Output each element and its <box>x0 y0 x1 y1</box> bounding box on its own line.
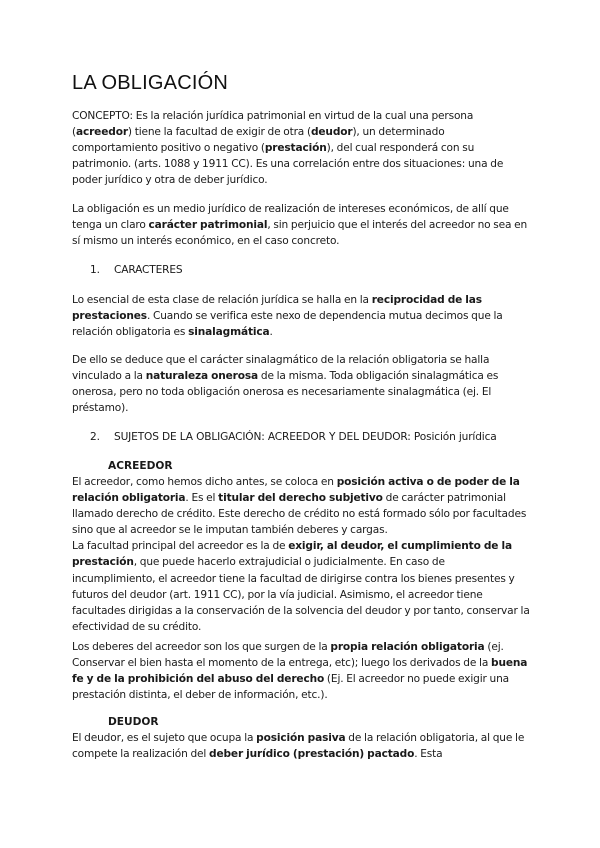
caracteres-paragraph-1: Lo esencial de esta clase de relación jurídica se halla en la reciprocidad de las prestaciones. Cuando se verifica este nexo de dependencia mutua decimos que la relación obligatoria es sinalagmática. <box>72 294 503 339</box>
deudor-heading: DEUDOR <box>108 716 159 728</box>
section-heading-caracteres: 1. CARACTERES <box>90 264 183 276</box>
page-title: LA OBLIGACIÓN <box>72 72 228 94</box>
section-heading-sujetos: 2. SUJETOS DE LA OBLIGACIÓN: ACREEDOR Y DEL DEUDOR: Posición jurídica <box>90 431 497 443</box>
caracteres-paragraph-2: De ello se deduce que el carácter sinalagmático de la relación obligatoria se halla vinculado a la naturaleza onerosa de la misma. Toda obligación sinalagmática es onerosa, pero no toda obligación onerosa es necesariamente sinalagmática (ej. El préstamo). <box>72 354 499 415</box>
deberes-paragraph: Los deberes del acreedor son los que surgen de la propia relación obligatoria (ej. Conservar el bien hasta el momento de la entrega, etc); luego los derivados de la buena fe y de la prohibición del abuso del derecho (Ej. El acreedor no puede exigir una prestación distinta, el deber de información, etc.). <box>72 641 528 702</box>
concepto-paragraph: CONCEPTO: Es la relación jurídica patrimonial en virtud de la cual una persona (acreedor) tiene la facultad de exigir de otra (deudor), un determinado comportamiento positivo o negativo (prestación), del cual responderá con su patrimonio. (arts. 1088 y 1911 CC). Es una correlación entre dos situaciones: una de poder jurídico y otra de deber jurídico. <box>72 110 504 187</box>
acreedor-paragraph: El acreedor, como hemos dicho antes, se coloca en posición activa o de poder de la relación obligatoria. Es el titular del derecho subjetivo de carácter patrimonial llamado derecho de crédito. Este derecho de crédito no está formado sólo por facultades sino que al acreedor se le imputan también deberes y cargas. La facultad principal del acreedor es la de exigir, al deudor, el cumplimiento de la prestación, que puede hacerlo extrajudicial o judicialmente. En caso de incumplimiento, el acreedor tiene la facultad de dirigirse contra los bienes presentes y futuros del deudor (art. 1911 CC), por la vía judicial. Asimismo, el acreedor tiene facultades dirigidas a la conservación de la solvencia del deudor y por tanto, conservar la efectividad de su crédito. <box>72 476 530 633</box>
medio-paragraph: La obligación es un medio jurídico de realización de intereses económicos, de allí que tenga un claro carácter patrimonial, sin perjuicio que el interés del acreedor no sea en sí mismo un interés económico, en el caso concreto. <box>72 203 528 248</box>
deudor-paragraph: El deudor, es el sujeto que ocupa la posición pasiva de la relación obligatoria, al que le compete la realización del deber jurídico (prestación) pactado. Esta <box>72 732 525 761</box>
acreedor-heading: ACREEDOR <box>108 460 173 472</box>
